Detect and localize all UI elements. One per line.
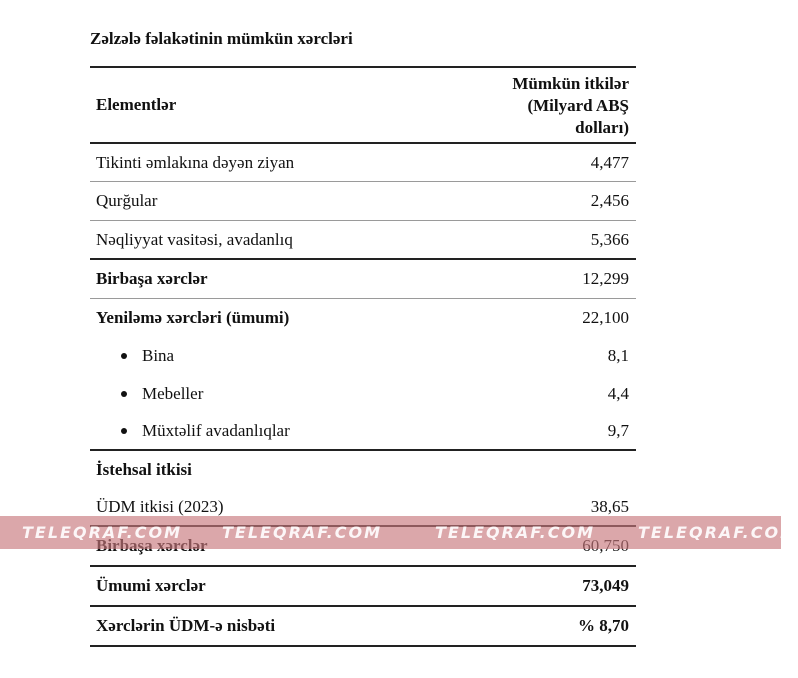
table-row-total: Ümumi xərclər 73,049 xyxy=(90,567,636,607)
watermark-text: TELEQRAF.COM xyxy=(22,523,183,542)
table-row-bullet: Bina 8,1 xyxy=(90,337,636,375)
watermark-text: TELEQRAF.COM xyxy=(638,523,798,542)
watermark-text: TELEQRAF.COM xyxy=(222,523,383,542)
watermark-text: TELEQRAF.COM xyxy=(435,523,596,542)
costs-table xyxy=(90,66,636,647)
table-row-bullet: Müxtəlif avadanlıqlar 9,7 xyxy=(90,413,636,451)
table-header xyxy=(90,66,636,144)
table-row: ÜDM itkisi (2023) 38,65 xyxy=(90,489,636,527)
watermark-band xyxy=(0,516,798,549)
table-row: Nəqliyyat vasitəsi, avadanlıq 5,366 xyxy=(90,221,636,260)
table-row: Qurğular 2,456 xyxy=(90,182,636,221)
table-row: Yeniləmə xərcləri (ümumi) 22,100 xyxy=(96,308,629,327)
header-elements: Elementlər xyxy=(96,95,177,114)
table-row-bullet: Mebeller 4,4 xyxy=(90,375,636,413)
table-row: Tikinti əmlakına dəyən ziyan 4,477 xyxy=(90,144,636,182)
table-row-subtotal: Birbaşa xərclər 12,299 xyxy=(90,260,636,299)
table-row-section: İstehsal itkisi xyxy=(96,460,192,479)
header-value: Mümkün itkilər (Milyard ABŞ dolları) xyxy=(512,74,629,137)
table-title: Zəlzələ fəlakətinin mümkün xərcləri xyxy=(90,29,353,48)
table-row-ratio: Xərclərin ÜDM-ə nisbəti % 8,70 xyxy=(90,607,636,647)
